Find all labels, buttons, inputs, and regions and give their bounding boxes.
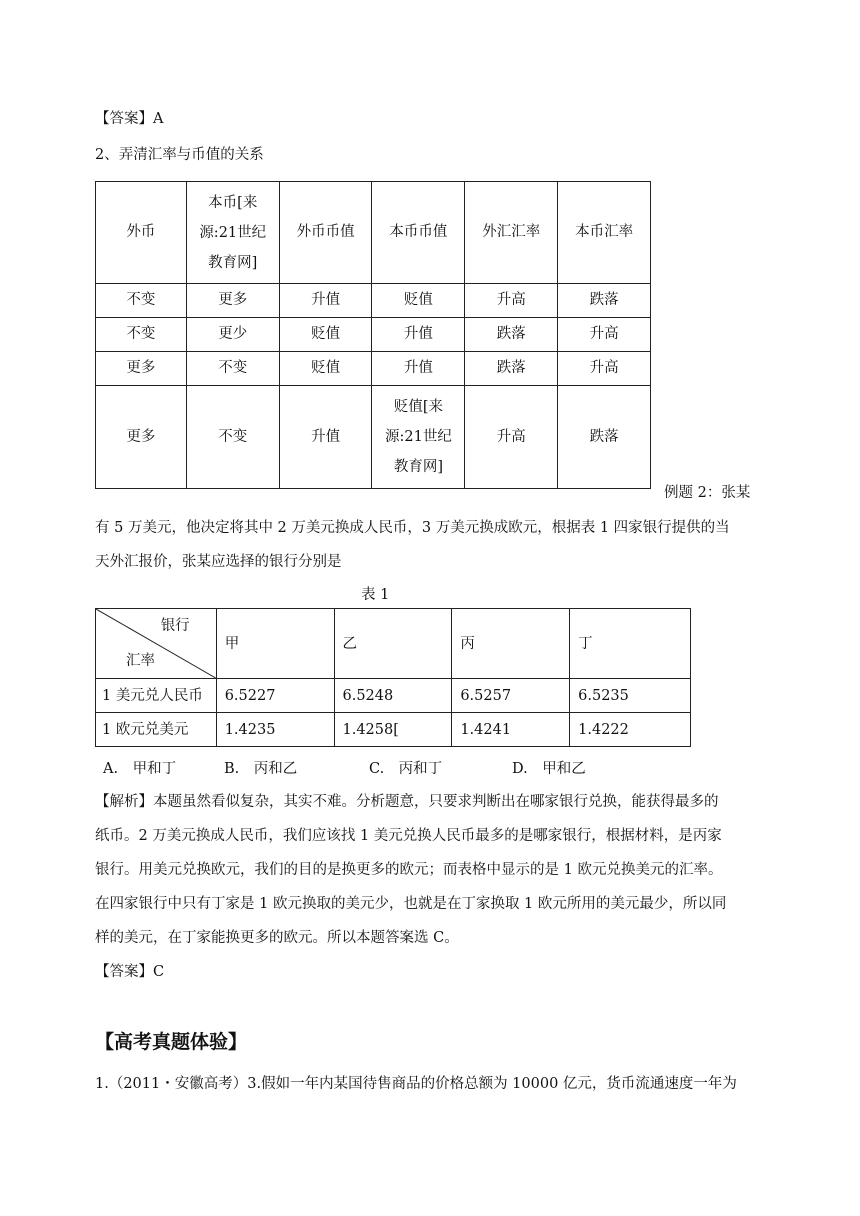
section-heading: 【高考真题体验】: [95, 1031, 248, 1053]
row-label: 1 美元兑人民币: [96, 679, 217, 713]
table-cell: 更多: [96, 386, 187, 489]
answer-1: 【答案】A: [95, 111, 164, 127]
table-cell: 升值: [372, 352, 465, 386]
table-row: [96, 318, 651, 352]
table-cell: 6.5257: [452, 679, 570, 713]
table-cell: 1.4258[: [334, 713, 452, 747]
diagonal-header-cell: [96, 609, 217, 679]
table-cell: 跌落: [465, 352, 558, 386]
example-2-label: 例题 2：张某: [664, 485, 751, 501]
table-cell: 不变: [96, 318, 187, 352]
table-row: [96, 679, 691, 713]
table-cell: 升高: [558, 352, 651, 386]
table-cell: 升高: [465, 386, 558, 489]
table-cell: 跌落: [558, 284, 651, 318]
analysis-line: 样的美元，在丁家能换更多的欧元。所以本题答案选 C。: [95, 930, 459, 946]
table-cell: 升值: [279, 284, 372, 318]
table-header-row: [96, 182, 651, 284]
bank-header: 乙: [334, 609, 452, 679]
option-c: C. 丙和丁: [369, 761, 443, 777]
section-2-title: 2、弄清汇率与币值的关系: [95, 147, 264, 163]
table-cell: 升值: [279, 386, 372, 489]
exchange-value-table: [95, 181, 651, 489]
table-cell: 6.5248: [334, 679, 452, 713]
analysis-line: 【解析】本题虽然看似复杂，其实不难。分析题意，只要求判断出在哪家银行兑换，能获得最多的: [95, 794, 719, 810]
bank-header: 丁: [570, 609, 691, 679]
table-cell: 更少: [186, 318, 279, 352]
analysis-line: 在四家银行中只有丁家是 1 欧元换取的美元少，也就是在丁家换取 1 欧元所用的美元最少，所以同: [95, 896, 727, 912]
table-cell: 更多: [186, 284, 279, 318]
bank-header: 甲: [216, 609, 334, 679]
row-label: 1 欧元兑美元: [96, 713, 217, 747]
bank-header: 丙: [452, 609, 570, 679]
table-cell: 升值: [372, 318, 465, 352]
header-cell: 本币汇率: [558, 182, 651, 284]
option-d: D. 甲和乙: [512, 761, 586, 777]
table-cell: 升高: [558, 318, 651, 352]
table-cell: 不变: [186, 386, 279, 489]
bank-rate-table: [95, 608, 691, 747]
table-row: [96, 284, 651, 318]
table-cell: 1.4241: [452, 713, 570, 747]
table-cell: 贬值: [372, 284, 465, 318]
table-row: [96, 386, 651, 489]
header-cell: 外币币值: [279, 182, 372, 284]
corner-label-rate: 汇率: [126, 653, 155, 669]
table-cell: 贬值: [279, 352, 372, 386]
table-cell: 1.4235: [216, 713, 334, 747]
question-1: 1.（2011・安徽高考）3.假如一年内某国待售商品的价格总额为 10000 亿元，货币流通速度一年为: [95, 1076, 737, 1092]
table-cell: 不变: [96, 284, 187, 318]
example-2-text-line-2: 天外汇报价，张某应选择的银行分别是: [95, 554, 342, 570]
corner-label-bank: 银行: [160, 618, 190, 634]
table-row: [96, 352, 651, 386]
analysis-line: 银行。用美元兑换欧元，我们的目的是换更多的欧元；而表格中显示的是 1 欧元兑换美元的汇率。: [95, 862, 723, 878]
header-cell: 本币[来源:21世纪教育网]: [186, 182, 279, 284]
table-cell: 不变: [186, 352, 279, 386]
table-cell: 更多: [96, 352, 187, 386]
analysis-line: 纸币。2 万美元换成人民币，我们应该找 1 美元兑换人民币最多的是哪家银行，根据材料，是丙家: [95, 828, 722, 844]
option-a: A. 甲和丁: [103, 761, 177, 777]
table-cell: 跌落: [465, 318, 558, 352]
answer-2: 【答案】C: [95, 964, 165, 980]
table-header-row: [96, 609, 691, 679]
table-row: [96, 713, 691, 747]
diagonal-divider: [96, 609, 216, 678]
option-b: B. 丙和乙: [224, 761, 298, 777]
table-cell: 6.5227: [216, 679, 334, 713]
header-cell: 本币币值: [372, 182, 465, 284]
table-cell: 跌落: [558, 386, 651, 489]
header-cell: 外币: [96, 182, 187, 284]
table-cell: 1.4222: [570, 713, 691, 747]
table-2-caption: 表 1: [361, 587, 390, 603]
table-cell: 贬值[来源:21世纪教育网]: [372, 386, 465, 489]
header-cell: 外汇汇率: [465, 182, 558, 284]
table-cell: 升高: [465, 284, 558, 318]
table-cell: 6.5235: [570, 679, 691, 713]
example-2-text-line-1: 有 5 万美元，他决定将其中 2 万美元换成人民币，3 万美元换成欧元，根据表 1 四家银行提供的当: [95, 520, 730, 536]
table-cell: 贬值: [279, 318, 372, 352]
